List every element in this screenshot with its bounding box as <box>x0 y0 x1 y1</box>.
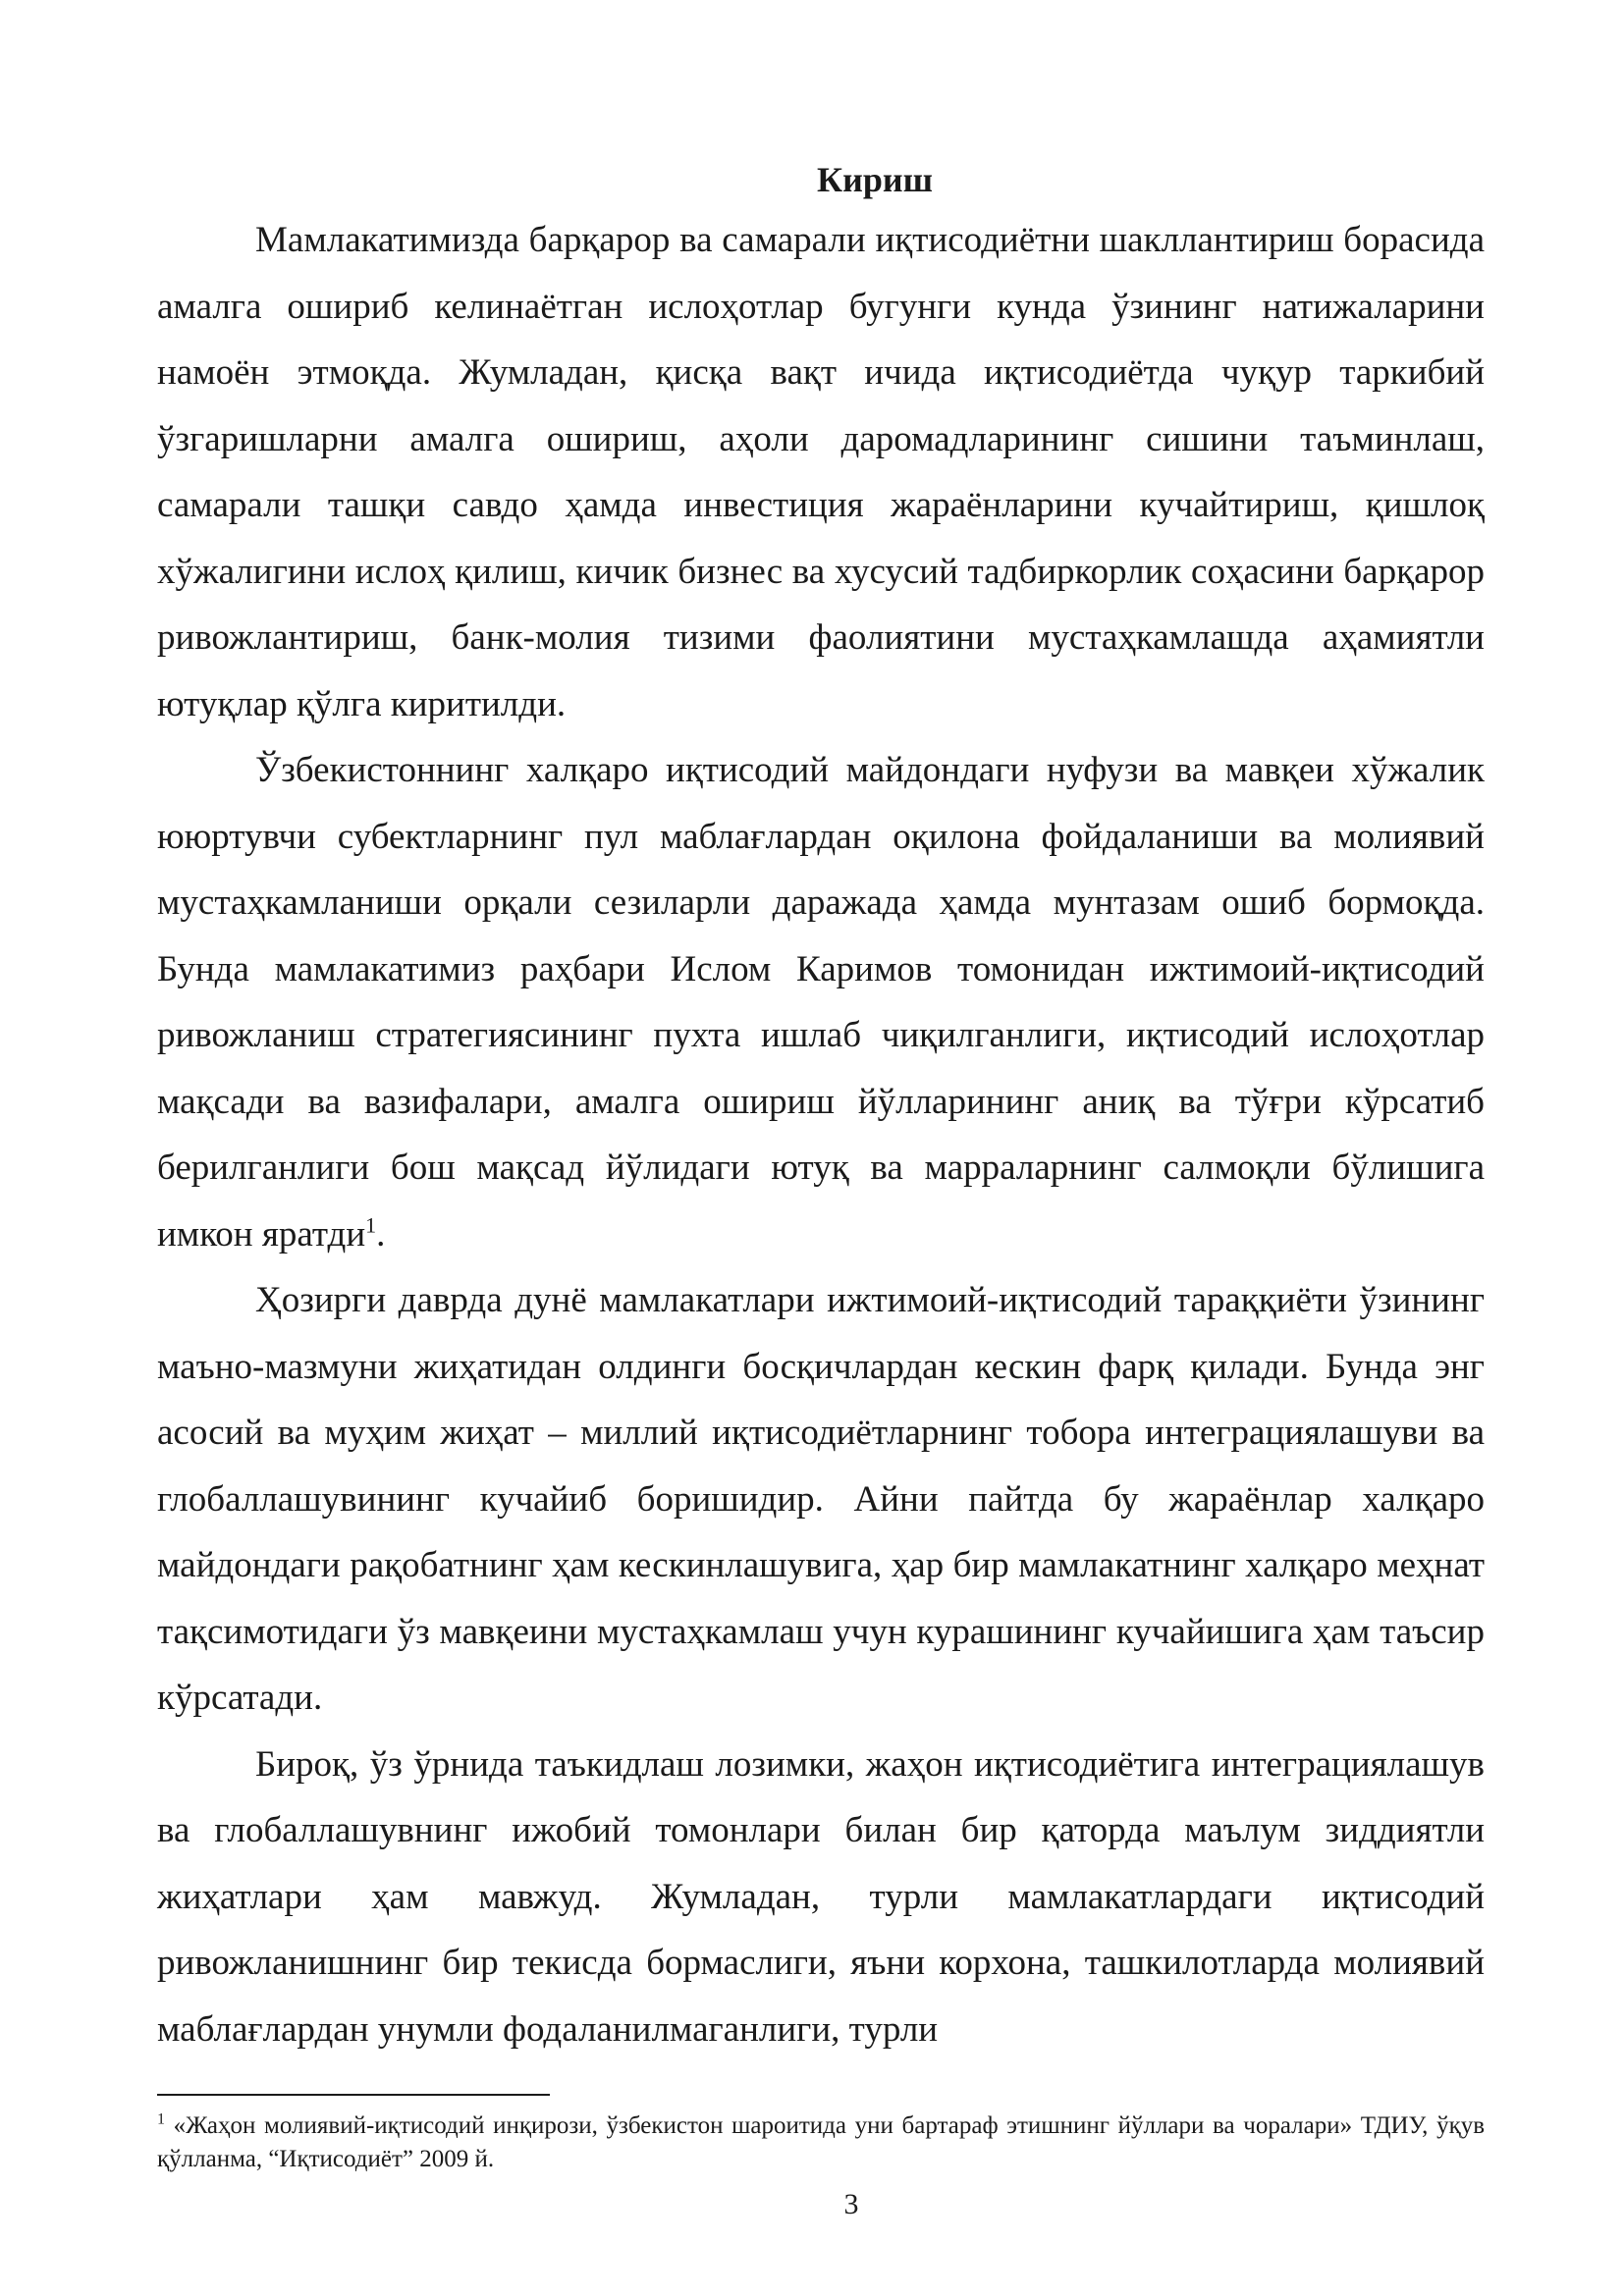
footnotes-section <box>157 2094 1485 2176</box>
footnote-text: «Жаҳон молиявий-иқтисодий инқирози, ўзбекистон шароитида уни бартараф этишнинг йўллари ва чоралари» ТДИУ, ўқув қўлланма, “Иқтисодиёт” 2009 й. <box>157 2112 1486 2172</box>
footnote-reference[interactable]: 1 <box>365 1212 377 1238</box>
page-number: 3 <box>843 2188 859 2220</box>
paragraph-4: Бироқ, ўз ўрнида таъкидлаш лозимки, жаҳон иқтисодиётига интеграциялашув ва глобаллашувнинг ижобий томонлари билан бир қаторда маълум зиддиятли жиҳатлари ҳам мавжуд. Жумладан, турли мамлакатлардаги иқтисодий ривожланишнинг бир текисда бормаслиги, яъни корхона, ташкилотларда молиявий маблағлардан унумли фодаланилмаганлиги, турли <box>157 1743 1485 2050</box>
document-body <box>157 152 1485 2062</box>
footnote-1 <box>157 2109 1485 2176</box>
page-title: Кириш <box>816 160 933 199</box>
footnote-divider <box>157 2094 550 2096</box>
paragraph-2-text: Ўзбекистоннинг халқаро иқтисодий майдондаги нуфузи ва мавқеи хўжалик ююртувчи субектларнинг пул маблағлардан оқилона фойдаланиши ва молиявий мустаҳкамланиши орқали сезиларли даражада ҳамда мунтазам ошиб бормоқда. Бунда мамлакатимиз раҳбари Ислом Каримов томонидан ижтимоий-иқтисодий ривожланиш стратегиясининг пухта ишлаб чиқилганлиги, иқтисодий ислоҳотлар мақсади ва вазифалари, амалга ошириш йўлларининг аниқ ва тўғри кўрсатиб берилганлиги бош мақсад йўлидаги ютуқ ва марраларнинг салмоқли бўлишига имкон яратди <box>157 750 1485 1255</box>
paragraph-1: Мамлакатимизда барқарор ва самарали иқтисодиётни шакллантириш борасида амалга ошириб келинаётган ислоҳотлар бугунги кунда ўзининг натижаларини намоён этмоқда. Жумладан, қисқа вақт ичида иқтисодиётда чуқур таркибий ўзгаришларни амалга ошириш, аҳоли даромадларининг сишини таъминлаш, самарали ташқи савдо ҳамда инвестиция жараёнларини кучайтириш, қишлоқ хўжалигини ислоҳ қилиш, кичик бизнес ва хусусий тадбиркорлик соҳасини барқарор ривожлантириш, банк-молия тизими фаолиятини мустаҳкамлашда аҳамиятли ютуқлар қўлга киритилди. <box>157 220 1485 724</box>
footnote-marker: 1 <box>157 2110 165 2128</box>
paragraph-2 <box>157 737 1485 1267</box>
paragraph-2-end: . <box>376 1213 386 1255</box>
paragraph-3: Ҳозирги даврда дунё мамлакатлари ижтимоий-иқтисодий тараққиёти ўзининг маъно-мазмуни жиҳатидан олдинги босқичлардан кескин фарқ қилади. Бунда энг асосий ва муҳим жиҳат – миллий иқтисодиётларнинг тобора интеграциялашуви ва глобаллашувининг кучайиб боришидир. Айни пайтда бу жараёнлар халқаро майдондаги рақобатнинг ҳам кескинлашувига, ҳар бир мамлакатнинг халқаро меҳнат тақсимотидаги ўз мавқеини мустаҳкамлаш учун курашининг кучайишига ҳам таъсир кўрсатади. <box>157 1280 1485 1718</box>
